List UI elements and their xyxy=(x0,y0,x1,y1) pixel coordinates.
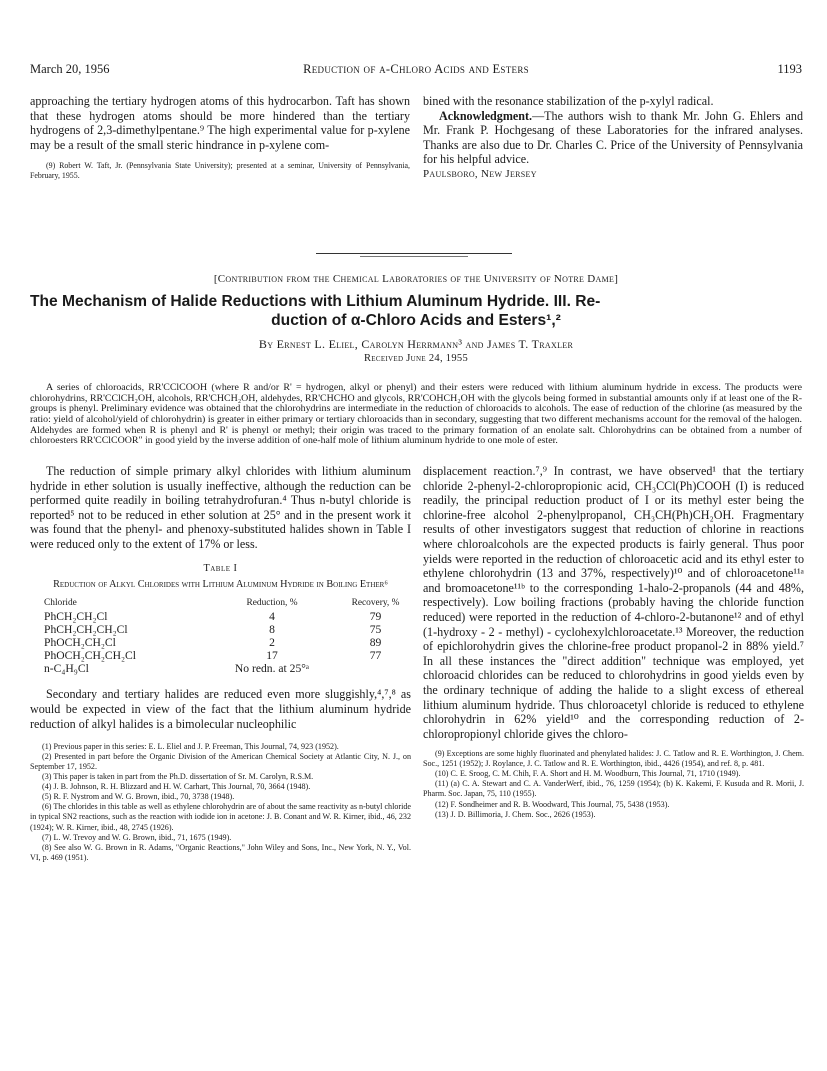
footnote-12: (12) F. Sondheimer and R. B. Woodward, This Journal, 75, 5438 (1953). xyxy=(435,799,670,809)
footnote-2: (2) Presented in part before the Organic Division of the American Chemical Society at Atlantic City, N. J., on September 17, 1952. xyxy=(30,752,411,772)
body-left-column xyxy=(30,464,411,863)
acknowledgment-heading: Acknowledgment. xyxy=(439,108,533,123)
article-title xyxy=(30,292,802,330)
running-header xyxy=(30,62,802,78)
footnote-5: (5) R. F. Nystrom and W. G. Brown, ibid., 70, 3738 (1948). xyxy=(42,792,235,802)
displacement-paragraph: displacement reaction.⁷,⁹ In contrast, we have observed¹ that the tertiary chloride 2-phenyl-2-chloropropionic acid, CH₃CCl(Ph)COOH (I) is reduced readily, the principal reduction product of I or its methyl ester being the chlorine-free alcohol 2-phenylpropanol, CH₃CH(Ph)CH₂OH. Fragmentary results of other investigators suggest that reduction of chlorine in reactions where chloroalcohols are the expected products is fairly general. Thus poor yields were reported in the reduction of chloroacetic acid and its ethyl ester to ethylene chlorohydrin (13 and 37%, respectively)¹⁰ and of chloroacetone¹¹ᵃ and bromoacetone¹¹ᵇ to the corresponding 1-halo-2-propanols (44 and 48%, respectively). Low boiling fractions (probably having the chloride function reduced) were reported in the reduction of 4-chloro-2-butanone¹² and of ethyl (1-hydroxy - 2 - methyl) - cyclohexylchloroacetate.¹³ Moreover, the reduction of epichlorohydrin gives the chlorine-free product propanol-2 in 88% yield.⁷ In all these instances the "direct addition" technique was employed, yet chloroacid chlorides can be reduced to chlorohydrins in good yields even by the ordinary technique of adding the halide to a slight excess of ethereal lithium aluminum hydride. Thus chloroacetyl chloride is reduced to ethylene chlorohydrin in 62% yield¹⁰ and the corresponding reduction of 2-chloropropionyl chloride gives the chloro- xyxy=(423,464,804,741)
secondary-halides-paragraph: Secondary and tertiary halides are reduced even more sluggishly,⁴,⁷,⁸ as would be expected in view of the fact that the lithium aluminum hydride reduction of alkyl halides is a bimolecular nucleophilic xyxy=(30,687,411,731)
table-cell-recovery: 79 xyxy=(369,610,382,624)
table-cell-reduction: 8 xyxy=(269,623,275,637)
table-cell-reduction: No redn. at 25°ᵃ xyxy=(234,661,310,675)
issue-date: March 20, 1956 xyxy=(30,62,110,76)
footnote-10: (10) C. E. Sroog, C. M. Chih, F. A. Short and H. M. Woodburn, This Journal, 71, 1710 (1949). xyxy=(435,769,741,779)
table-cell-chloride: n-C₄H₉Cl xyxy=(44,661,89,675)
affiliation: Paulsboro, New Jersey xyxy=(423,167,537,180)
footnote-9-previous: (9) Robert W. Taft, Jr. (Pennsylvania State University); presented at a seminar, University of Pennsylvania, February, 1955. xyxy=(30,161,410,181)
table-cell-reduction: 2 xyxy=(269,635,275,649)
table-cell-recovery: 89 xyxy=(369,635,382,649)
author-line: By Ernest L. Eliel, Carolyn Herrmann³ and James T. Traxler xyxy=(258,337,574,351)
footnote-1: (1) Previous paper in this series: E. L. Eliel and J. P. Freeman, This Journal, 74, 923 (1952). xyxy=(42,742,339,752)
footnote-6: (6) The chlorides in this table as well as ethylene chlorohydrin are of about the same reactivity as n-butyl chloride in typical SN2 reactions, such as the reaction with iodide ion in acetone: J. B. Conant and W. R. Kirner, ibid., 46, 232 (1924); W. R. Kirner, ibid., 48, 2745 (1926). xyxy=(30,802,411,832)
body-right-column xyxy=(423,464,804,820)
table-row xyxy=(30,637,411,650)
previous-article-text: approaching the tertiary hydrogen atoms of this hydrocarbon. Taft has shown that these hydrogen atoms should be more hindered than the tertiary hydrogens of 2,3-dimethylpentane.⁹ The high experimental value for p-xylene may be a result of the small steric hindrance in p-xylene com- xyxy=(30,94,410,152)
table-description: Reduction of Alkyl Chlorides with Lithium Aluminum Hydride in Boiling Ether⁶ xyxy=(53,578,388,590)
article-title-line-2: duction of α-Chloro Acids and Esters¹,² xyxy=(271,312,561,329)
table-cell-reduction: 4 xyxy=(269,610,275,624)
footnote-4: (4) J. B. Johnson, R. H. Blizzard and H. W. Carhart, This Journal, 70, 3664 (1948). xyxy=(42,782,311,792)
abstract: A series of chloroacids, RR'CClCOOH (where R and/or R' = hydrogen, alkyl or phenyl) and their esters were reduced with lithium aluminum hydride in excess. The products were chlorohydrins, RR'CClCH₂OH, alcohols, RR'CHCH₂OH, aldehydes, RR'CHCHO and glycols, RR'COHCH₂OH with the glycols being formed in substantial amounts only if at least one of the R-groups is phenyl. Preliminary evidence was obtained that the chlorohydrins are intermediate in the reduction of chloroacids to alcohols. The ease of reduction of the chlorine (as measured by the ratio: yield of alcohol/yield of chlorohydrin) is greater in either primary or tertiary chloroacids than in secondary, suggesting that two different mechanisms account for the removal of the halogen. Aldehydes are formed when R is phenyl and R' is phenyl or methyl; their origin was traced to the primary formation of an enolate salt. Chlorohydrins can be obtained from a number of chloroesters RR'CClCOOR″ in good yield by the inverse addition of one-half mole of lithium aluminum hydride to one mole of ester. xyxy=(30,381,802,447)
acknowledgment-text: —The authors wish to thank Mr. John G. Ehlers and Mr. Frank P. Hochgesang of these Laboratories for the infrared analyses. Thanks are also due to Dr. Charles C. Price of the University of Pennsylvania for his helpful advice. xyxy=(423,108,803,167)
contribution-line: [Contribution from the Chemical Laboratories of the University of Notre Dame] xyxy=(213,273,619,285)
table-cell-recovery xyxy=(340,663,411,676)
acknowledgment xyxy=(423,109,803,167)
previous-article-continuation: bined with the resonance stabilization of the p-xylyl radical. xyxy=(423,94,714,108)
table-header-reduction: Reduction, % xyxy=(246,597,298,608)
footnote-11: (11) (a) C. A. Stewart and C. A. VanderWerf, ibid., 76, 1259 (1954); (b) K. Kakemi, F. Kusuda and R. Morii, J. Pharm. Soc. Japan, 75, 110 (1955). xyxy=(423,779,804,799)
table-caption xyxy=(30,562,411,591)
right-footnotes xyxy=(423,749,804,819)
footnote-3: (3) This paper is taken in part from the Ph.D. dissertation of Sr. M. Carolyn, R.S.M. xyxy=(42,772,314,782)
left-footnotes xyxy=(30,742,411,863)
table-cell-chloride: PhOCH₂CH₂CH₂Cl xyxy=(44,648,137,662)
table-row xyxy=(30,650,411,663)
footnote-9: (9) Exceptions are some highly fluorinated and phenylated halides: J. C. Tatlow and R. E. Worthington, J. Chem. Soc., 1251 (1952); J. Roylance, J. C. Tatlow and R. E. Worthington, ibid., 4426 (1954), and ref. 8, p. 481. xyxy=(423,749,804,769)
table-header-chloride: Chloride xyxy=(44,597,77,608)
received-date: Received June 24, 1955 xyxy=(363,353,468,364)
article-separator-rule-short xyxy=(360,256,468,257)
table-cell-chloride: PhCH₂CH₂Cl xyxy=(44,610,108,624)
table-header-row xyxy=(30,595,411,612)
previous-article-right-column xyxy=(423,94,803,182)
intro-paragraph: The reduction of simple primary alkyl chlorides with lithium aluminum hydride in ether solution is usually ineffective, although the reduction can be performed quite readily in boiling tetrahydrofuran.⁴ Thus n-butyl chloride is reported⁵ not to be reduced in ether solution at 25° and in the present work it was found that the phenyl- and phenoxy-substituted halides shown in Table I were reduced only to the extent of 17% or less. xyxy=(30,464,411,551)
article-title-line-1: The Mechanism of Halide Reductions with Lithium Aluminum Hydride. III. Re- xyxy=(30,293,601,310)
article-separator-rule xyxy=(316,253,512,254)
table-header-recovery: Recovery, % xyxy=(351,597,400,608)
footnote-8: (8) See also W. G. Brown in R. Adams, "Organic Reactions," John Wiley and Sons, Inc., New York, N. Y., Vol. VI, p. 469 (1951). xyxy=(30,842,411,862)
footnote-13: (13) J. D. Billimoria, J. Chem. Soc., 2626 (1953). xyxy=(435,809,596,819)
running-title: Reduction of α-Chloro Acids and Esters xyxy=(303,62,529,76)
table-cell-recovery: 75 xyxy=(369,623,382,637)
table-cell-reduction: 17 xyxy=(266,648,278,662)
footnote-7: (7) L. W. Trevoy and W. G. Brown, ibid., 71, 1675 (1949). xyxy=(42,832,232,842)
table-cell-chloride: PhCH₂CH₂CH₂Cl xyxy=(44,623,128,637)
page-number: 1193 xyxy=(777,62,802,76)
previous-article-left-column xyxy=(30,94,410,181)
table-number: Table I xyxy=(203,562,238,574)
table-cell-chloride: PhOCH₂CH₂Cl xyxy=(44,635,116,649)
table-1 xyxy=(30,595,411,676)
table-cell-recovery: 77 xyxy=(369,648,382,662)
table-row xyxy=(30,663,411,676)
